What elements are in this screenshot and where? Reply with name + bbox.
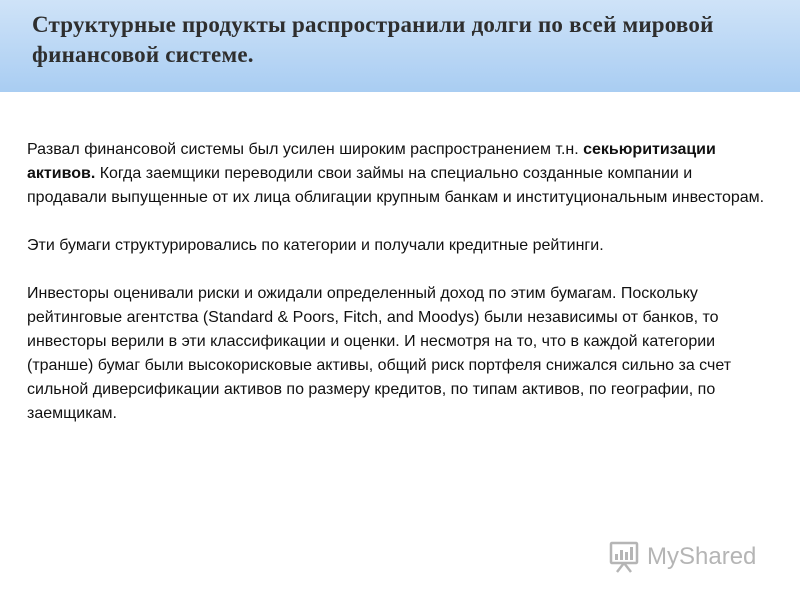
paragraph-investors: Инвесторы оценивали риски и ожидали определенный доход по этим бумагам. Поскольку рейтинговые агентства (Standard & Poors, Fitch, and Moodys) были независимы от банков, то инвесторы верили в эти классификации и оценки. И несмотря на то, что в каждой категории (транше) бумаг были высокорисковые активы, общий риск портфеля снижался сильно за счет сильной диверсификации активов по размеру кредитов, по типам активов, по географии, по заемщикам. xyxy=(27,285,732,422)
slide-body xyxy=(27,138,767,450)
paragraph-securitization-end: Когда заемщики переводили свои займы на специально созданные компании и продавали выпущенные от их лица облигации крупным банкам и институциональным инвесторам. xyxy=(27,165,765,206)
myshared-logo-icon xyxy=(607,540,641,574)
myshared-watermark xyxy=(607,537,773,577)
slide-header xyxy=(0,0,800,92)
watermark-text: MyShared xyxy=(647,543,757,570)
paragraph-securitization xyxy=(27,138,767,210)
paragraph-ratings: Эти бумаги структурировались по категории и получали кредитные рейтинги. xyxy=(27,237,604,254)
securitization-term: секьюритизации активов. xyxy=(27,141,716,182)
paragraph-securitization-start: Развал финансовой системы был усилен широким распространением т.н. xyxy=(27,141,584,158)
slide-title: Структурные продукты распространили долги по всей мировой финансовой системе. xyxy=(32,12,714,67)
